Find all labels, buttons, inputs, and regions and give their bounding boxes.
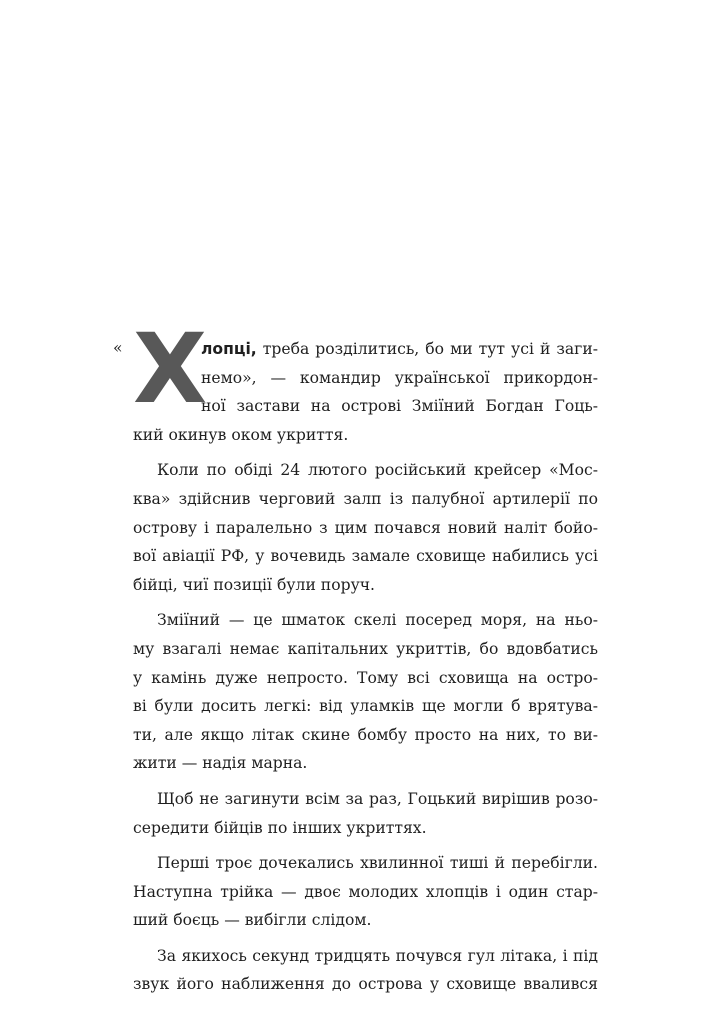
text-line: му взагалі немає капітальних укриттів, бо вдовбатись (133, 639, 598, 658)
text-line: кий окинув оком укриття. (133, 425, 349, 444)
drop-cap-letter: Х (133, 313, 208, 425)
text-line: Щоб не загинути всім за раз, Гоцький вирішив розо- (157, 789, 598, 808)
text-line: острову і паралельно з цим почався новий наліт бойо- (133, 518, 598, 537)
text-line: середити бійців по інших укриттях. (133, 818, 427, 837)
text-line: Наступна трійка — двоє молодих хлопців і один стар- (133, 882, 598, 901)
text-line: ної застави на острові Зміїний Богдан Гоць- (201, 397, 598, 416)
text-line: бійці, чиї позиції були поруч. (133, 575, 376, 594)
text-line: ший боєць — вибігли слідом. (133, 911, 372, 930)
text-line: ві були досить легкі: від уламків ще могли б врятува- (133, 697, 598, 716)
lead-in-word: лопці, (201, 340, 257, 358)
text-line: Коли по обіді 24 лютого російський крейсер «Мос- (157, 461, 598, 480)
text-line: жити — надія марна. (133, 754, 308, 773)
text-line: Перші троє дочекались хвилинної тиші й перебігли. (157, 854, 598, 873)
text-line: ква» здійснив черговий залп із палубної артилерії по (133, 489, 598, 508)
text-line: немо», — командир української прикордон- (201, 368, 598, 387)
text-line: звук його наближення до острова у сховище ввалився (133, 975, 598, 994)
body-text (133, 335, 598, 999)
text-line: у камінь дуже непросто. Тому всі сховища на остро- (133, 668, 598, 687)
text-line: ти, але якщо літак скине бомбу просто на них, то ви- (133, 725, 598, 744)
text-line: лопці, треба розділитись, бо ми тут усі й заги- (201, 340, 598, 358)
text-line: За якихось секунд тридцять почувся гул літака, і під (157, 946, 598, 965)
text-line: Зміїний — це шматок скелі посеред моря, на ньо- (157, 611, 598, 630)
opening-quote-mark: « (113, 339, 123, 357)
text-line: вої авіації РФ, у вочевидь замале сховище набились усі (133, 547, 598, 566)
